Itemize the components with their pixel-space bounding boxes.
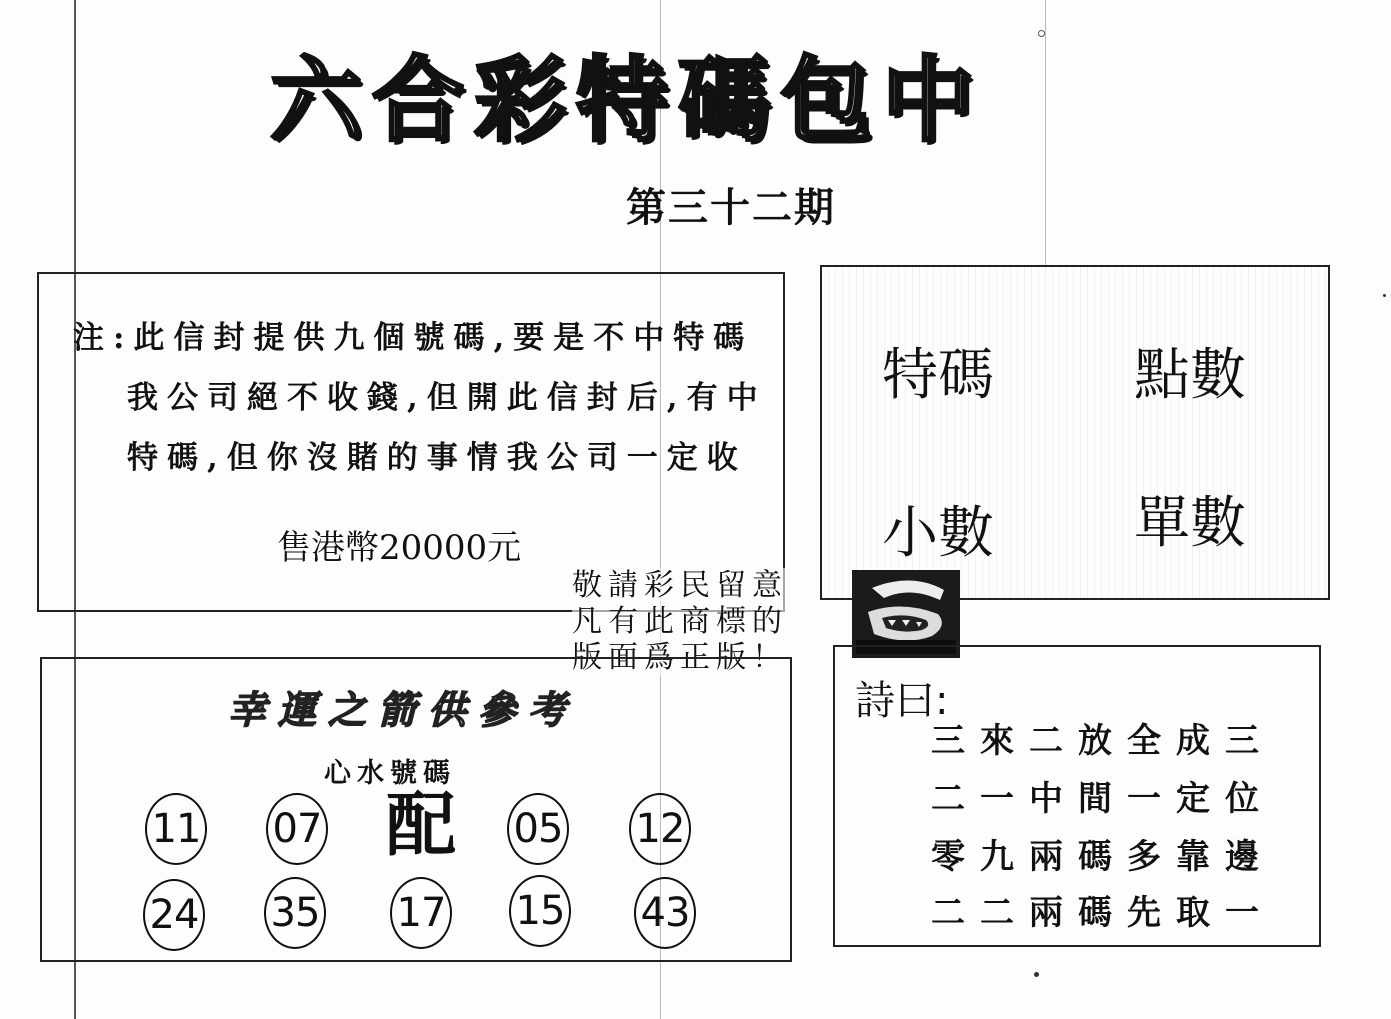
trademark-notice-line: 敬請彩民留意 bbox=[572, 568, 788, 603]
scan-speck bbox=[1383, 294, 1386, 297]
attribute-special-code: 特碼 bbox=[882, 343, 994, 408]
number-ball: 15 bbox=[509, 875, 571, 947]
number-ball: 12 bbox=[629, 793, 691, 865]
attribute-points: 點數 bbox=[1134, 343, 1246, 408]
poem-line: 二二兩碼先取一 bbox=[931, 893, 1274, 933]
page-title: 六合彩特碼包中 bbox=[270, 46, 985, 154]
notice-line: 我公司絕不收錢,但開此信封后,有中 bbox=[127, 380, 767, 416]
attribute-box bbox=[820, 265, 1330, 600]
price-text: 售港幣20000元 bbox=[277, 528, 522, 568]
lucky-numbers-box bbox=[40, 657, 792, 962]
number-ball: 35 bbox=[264, 877, 326, 949]
scan-speck bbox=[1034, 972, 1039, 977]
poem-line: 二一中間一定位 bbox=[931, 779, 1274, 819]
trademark-notice-line: 凡有此商標的 bbox=[572, 604, 788, 639]
scan-speck bbox=[1038, 30, 1045, 37]
pair-label: 配 bbox=[386, 783, 456, 866]
poem-label: 詩曰: bbox=[855, 678, 949, 724]
poem-line: 零九兩碼多靠邊 bbox=[931, 837, 1274, 877]
number-ball: 05 bbox=[507, 793, 569, 865]
notice-line: 特碼,但你沒賭的事情我公司一定收 bbox=[127, 440, 747, 476]
number-ball: 07 bbox=[266, 793, 328, 865]
attribute-small: 小數 bbox=[882, 501, 994, 566]
number-ball: 43 bbox=[634, 877, 696, 949]
attribute-odd: 單數 bbox=[1134, 491, 1246, 556]
lucky-subtitle: 心水號碼 bbox=[324, 758, 456, 789]
poem-line: 三來二放全成三 bbox=[931, 721, 1274, 761]
number-ball: 24 bbox=[143, 879, 205, 951]
poem-box bbox=[833, 645, 1321, 947]
number-ball: 11 bbox=[145, 793, 207, 865]
trademark-notice-line: 版面爲正版！ bbox=[572, 640, 788, 675]
number-ball: 17 bbox=[390, 877, 452, 949]
notice-box bbox=[37, 272, 785, 612]
lucky-title: 幸運之箭供參考 bbox=[228, 687, 579, 732]
notice-line: 注:此信封提供九個號碼,要是不中特碼 bbox=[73, 320, 754, 356]
issue-number: 第三十二期 bbox=[626, 184, 836, 231]
